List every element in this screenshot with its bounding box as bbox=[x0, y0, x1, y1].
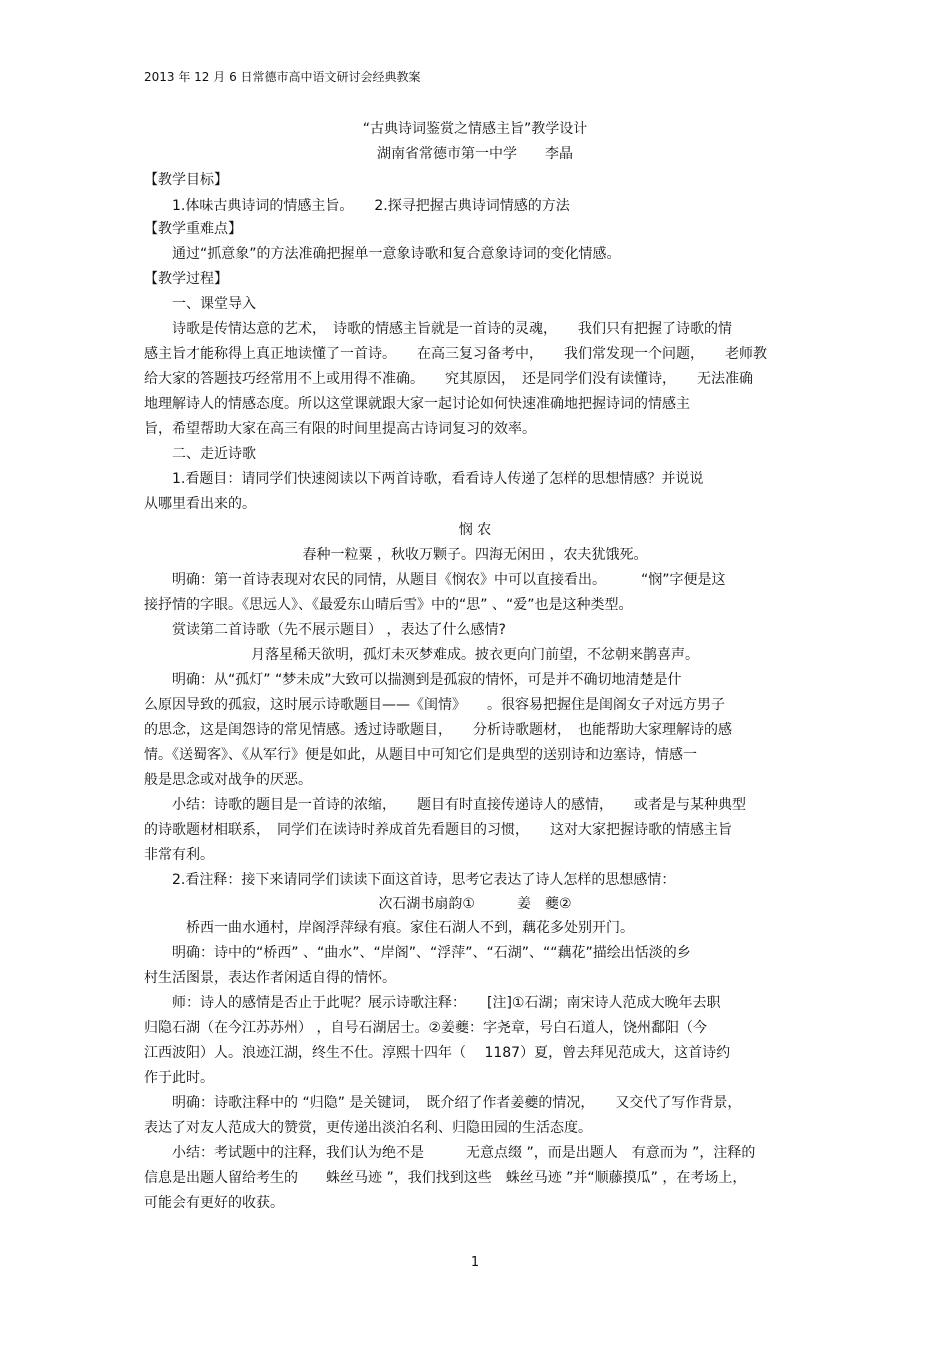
paragraph-line: 江西波阳）人。浪迹江湖，终生不仕。淳熙十四年（ 1187）夏，曾去拜见范成大，这首诗约 bbox=[144, 1045, 731, 1061]
paragraph-line: 归隐石湖（在今江苏苏州） ，自号石湖居士。②姜夔：字尧章，号白石道人，饶州鄱阳（今 bbox=[144, 1020, 707, 1036]
paragraph-line: 情。《送蜀客》、《从军行》便是如此，从题目中可知它们是典型的送别诗和边塞诗，情感一 bbox=[144, 747, 697, 763]
paragraph-line: 通过“抓意象”的方法准确把握单一意象诗歌和复合意象诗词的变化情感。 bbox=[144, 246, 621, 262]
paragraph-line: 作于此时。 bbox=[144, 1070, 214, 1086]
poem-text: 春种一粒粟 ，秋收万颗子。四海无闲田 ，农夫犹饿死。 bbox=[302, 547, 648, 563]
paragraph-line: 诗歌是传情达意的艺术， 诗歌的情感主旨就是一首诗的灵魂， 我们只有把握了诗歌的情 bbox=[144, 321, 732, 337]
paragraph-line: 给大家的答题技巧经常用不上或用得不准确。 究其原因， 还是同学们没有读懂诗， 无法准确 bbox=[144, 371, 753, 387]
page-header: 2013 年 12 月 6 日常德市高中语文研讨会经典教案 bbox=[144, 70, 421, 84]
paragraph-line: 般是思念或对战争的厌恶。 bbox=[144, 772, 312, 788]
paragraph-line: 非常有利。 bbox=[144, 847, 214, 863]
paragraph-line: 明确：第一首诗表现对农民的同情，从题目《悯农》中可以直接看出。 “悯”字便是这 bbox=[144, 572, 726, 588]
paragraph-line: 1.体味古典诗词的情感主旨。 2.探寻把握古典诗词情感的方法 bbox=[144, 198, 570, 214]
poem-title: 悯 农 bbox=[458, 522, 492, 538]
section-heading: 【教学过程】 bbox=[144, 271, 228, 287]
paragraph-line: 明确：诗中的“桥西” 、“曲水”、“岸阁”、“浮萍”、“石湖”、““藕花”描绘出恬淡的乡 bbox=[144, 945, 691, 961]
paragraph-line: 的思念，这是闺怨诗的常见情感。透过诗歌题目， 分析诗歌题材， 也能帮助大家理解诗的感 bbox=[144, 722, 732, 738]
paragraph-line: 一、课堂导入 bbox=[144, 296, 256, 312]
paragraph-line: 小结：诗歌的题目是一首诗的浓缩， 题目有时直接传递诗人的感情， 或者是与某种典型 bbox=[144, 797, 746, 813]
paragraph-line: 二、走近诗歌 bbox=[144, 446, 256, 462]
poem-text: 月落星稀天欲明，孤灯未灭梦难成。披衣更向门前望，不忿朝来鹊喜声。 bbox=[251, 647, 699, 663]
paragraph-line: 可能会有更好的收获。 bbox=[144, 1195, 284, 1211]
paragraph-line: 表达了对友人范成大的赞赏，更传递出淡泊名利、归隐田园的生活态度。 bbox=[144, 1120, 592, 1136]
paragraph-line: 1.看题目：请同学们快速阅读以下两首诗歌，看看诗人传递了怎样的思想情感？并说说 bbox=[144, 471, 704, 487]
paragraph-line: 村生活图景，表达作者闲适自得的情怀。 bbox=[144, 970, 396, 986]
paragraph-line: 师：诗人的感情是否止于此呢？展示诗歌注释： [注]①石湖；南宋诗人范成大晚年去职 bbox=[144, 995, 721, 1011]
document-title: “古典诗词鉴赏之情感主旨”教学设计 bbox=[362, 121, 588, 137]
paragraph-line: 2.看注释：接下来请同学们读读下面这首诗，思考它表达了诗人怎样的思想感情： bbox=[144, 872, 676, 888]
paragraph-line: 小结：考试题中的注释，我们认为绝不是 无意点缀 ”，而是出题人 有意而为 ”，注释的 bbox=[144, 1145, 756, 1161]
poem-text: 桥西一曲水通村，岸阁浮萍绿有痕。家住石湖人不到，藕花多处别开门。 bbox=[144, 920, 634, 936]
paragraph-line: 接抒情的字眼。《思远人》、《最爱东山晴后雪》中的“思” 、“爱”也是这种类型。 bbox=[144, 597, 633, 613]
paragraph-line: 信息是出题人留给考生的 蛛丝马迹 ”，我们找到这些 蛛丝马迹 ”并“顺藤摸瓜” ，在考场上， bbox=[144, 1170, 747, 1186]
paragraph-line: 地理解诗人的情感态度。所以这堂课就跟大家一起讨论如何快速准确地把握诗词的情感主 bbox=[144, 396, 690, 412]
author-line: 湖南省常德市第一中学 李晶 bbox=[377, 146, 573, 162]
section-heading: 【教学重难点】 bbox=[144, 221, 242, 237]
poem-title: 次石湖书扇韵① 姜 夔② bbox=[378, 896, 572, 912]
paragraph-line: 旨，希望帮助大家在高三有限的时间里提高古诗词复习的效率。 bbox=[144, 421, 536, 437]
paragraph-line: 明确：从“孤灯” “梦未成”大致可以揣测到是孤寂的情怀，可是并不确切地清楚是什 bbox=[144, 672, 682, 688]
page-number: 1 bbox=[470, 1255, 480, 1270]
paragraph-line: 明确：诗歌注释中的 “归隐” 是关键词， 既介绍了作者姜夔的情况， 又交代了写作背景， bbox=[144, 1095, 742, 1111]
paragraph-line: 感主旨才能称得上真正地读懂了一首诗。 在高三复习备考中， 我们常发现一个问题， 老师教 bbox=[144, 346, 767, 362]
paragraph-line: 从哪里看出来的。 bbox=[144, 496, 256, 512]
paragraph-line: 么原因导致的孤寂，这时展示诗歌题目——《闺情》 。很容易把握住是闺阁女子对远方男子 bbox=[144, 697, 725, 713]
paragraph-line: 赏读第二首诗歌（先不展示题目） ，表达了什么感情? bbox=[144, 622, 506, 638]
section-heading: 【教学目标】 bbox=[144, 172, 228, 188]
paragraph-line: 的诗歌题材相联系， 同学们在读诗时养成首先看题目的习惯， 这对大家把握诗歌的情感主旨 bbox=[144, 822, 732, 838]
